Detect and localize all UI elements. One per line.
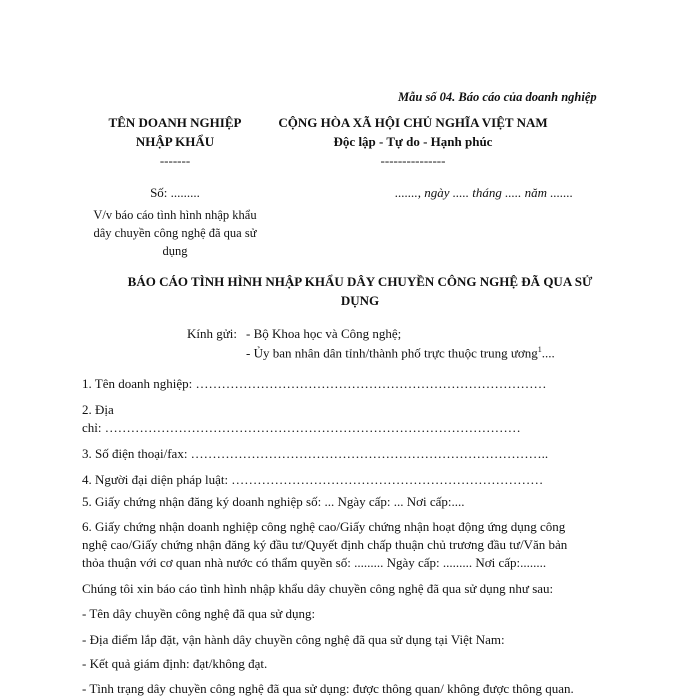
subject-line3: dụng (162, 244, 188, 258)
subject-line2: dây chuyền công nghệ đã qua sử (93, 226, 257, 240)
recipients-label: Kính gửi: (187, 326, 238, 341)
report-title-line1: BÁO CÁO TÌNH HÌNH NHẬP KHẨU DÂY CHUYỀN CÔNG NGHỆ ĐÃ QUA SỬ (127, 274, 593, 289)
company-rule: ------- (159, 153, 191, 168)
item-legal-representative: 4. Người đại diện pháp luật: ……………………………………………………………… (82, 472, 544, 487)
item-certificate-line1: 6. Giấy chứng nhận doanh nghiệp công nghệ cao/Giấy chứng nhận hoạt động ứng dụng công (82, 519, 566, 534)
bullet-inspection-result: - Kết quả giám định: đạt/không đạt. (82, 656, 268, 671)
motto-rule: --------------- (380, 153, 446, 168)
footnote-marker: 1 (537, 345, 542, 354)
company-name-line1: TÊN DOANH NGHIỆP (108, 115, 242, 130)
bullet-installation-site: - Địa điểm lắp đặt, vận hành dây chuyền công nghệ đã qua sử dụng tại Việt Nam: (82, 632, 505, 647)
subject-line1: V/v báo cáo tình hình nhập khẩu (93, 208, 257, 222)
report-title-line2: DỤNG (340, 293, 380, 308)
bullet-customs-status: - Tình trạng dây chuyền công nghệ đã qua sử dụng: được thông quan/ không được thông quan. (82, 681, 574, 696)
recipient-provincial-suffix: .... (541, 345, 555, 361)
recipient-provincial-committee (246, 345, 555, 361)
nation-title: CỘNG HÒA XÃ HỘI CHỦ NGHĨA VIỆT NAM (278, 115, 548, 130)
document-number: Số: ......... (150, 185, 200, 200)
recipient-provincial-text: - Ủy ban nhân dân tỉnh/thành phố trực thuộc trung ương (246, 345, 538, 361)
item-address-line1: 2. Địa (82, 402, 114, 417)
item-address-line2: chỉ: …………………………………………………………………………………… (82, 420, 521, 435)
item-certificate-line3: thỏa thuận với cơ quan nhà nước có thẩm quyền số: ......... Ngày cấp: ......... Nơi cấp:........ (82, 555, 547, 570)
report-intro: Chúng tôi xin báo cáo tình hình nhập khẩu dây chuyền công nghệ đã qua sử dụng như sau: (82, 581, 554, 596)
recipient-ministry: - Bộ Khoa học và Công nghệ; (246, 326, 402, 341)
company-name-line2: NHẬP KHẨU (135, 134, 215, 149)
item-business-registration: 5. Giấy chứng nhận đăng ký doanh nghiệp số: ... Ngày cấp: ... Nơi cấp:.... (82, 494, 465, 509)
date-line: ......., ngày ..... tháng ..... năm ....... (395, 185, 574, 200)
form-label: Mẫu số 04. Báo cáo của doanh nghiệp (398, 90, 597, 104)
item-phone-fax: 3. Số điện thoại/fax: ……………………………………………………………………….. (82, 446, 549, 461)
item-company-name: 1. Tên doanh nghiệp: ……………………………………………………………………… (82, 376, 547, 391)
item-certificate-line2: nghệ cao/Giấy chứng nhận đăng ký đầu tư/Quyết định chấp thuận chủ trương đầu tư/Văn bản (82, 537, 568, 552)
national-motto: Độc lập - Tự do - Hạnh phúc (333, 134, 493, 149)
bullet-line-name: - Tên dây chuyền công nghệ đã qua sử dụng: (82, 606, 316, 621)
